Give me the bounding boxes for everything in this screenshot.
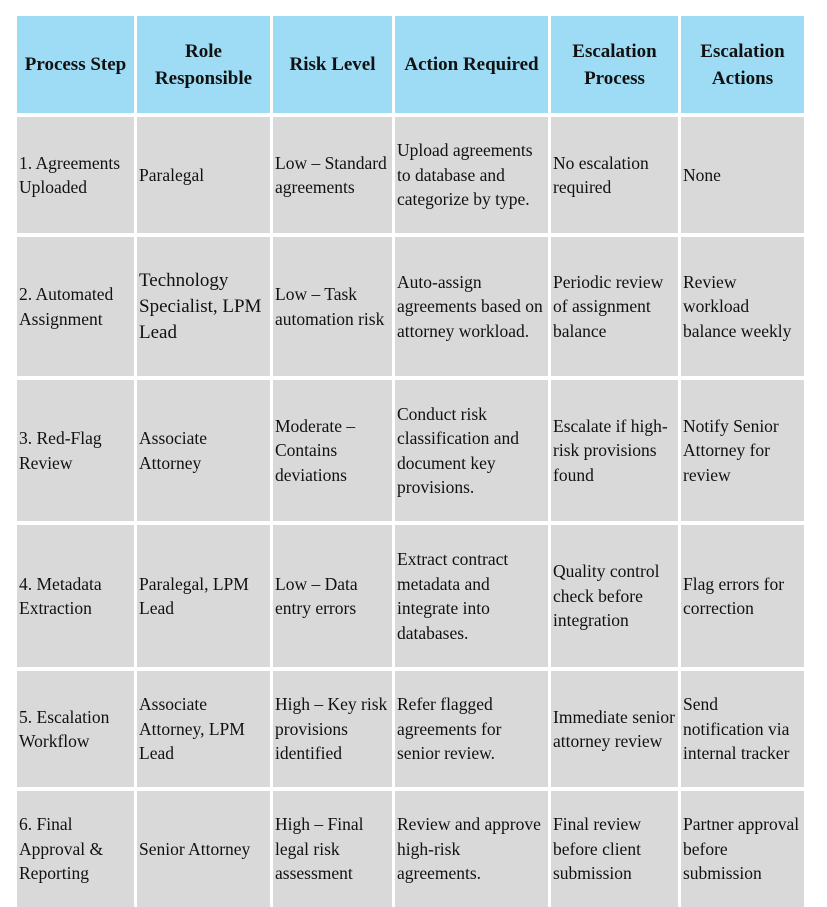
cell-text: Moderate – Contains deviations xyxy=(275,415,356,485)
cell-text: Partner approval before submission xyxy=(683,814,800,884)
cell-text: Flag errors for correction xyxy=(683,573,785,618)
cell-escalation-process xyxy=(551,671,678,787)
cell-text: None xyxy=(683,164,721,185)
header-escalation-actions xyxy=(681,16,804,113)
header-label: Risk Level xyxy=(289,54,376,75)
cell-text: Associate Attorney xyxy=(139,428,208,473)
cell-text: 6. Final Approval & Reporting xyxy=(19,814,104,884)
cell-text: Paralegal xyxy=(139,164,205,185)
cell-risk-level xyxy=(273,791,392,907)
header-label: Escalation Actions xyxy=(700,40,785,89)
cell-text: Quality control check before integration xyxy=(553,561,660,631)
cell-action-required xyxy=(395,671,548,787)
cell-text: High – Final legal risk assessment xyxy=(275,814,364,884)
cell-text: Periodic review of assignment balance xyxy=(553,271,664,341)
cell-text: 4. Metadata Extraction xyxy=(19,573,102,618)
cell-action-required xyxy=(395,791,548,907)
cell-text: 5. Escalation Workflow xyxy=(19,706,110,751)
header-role-responsible xyxy=(137,16,270,113)
cell-escalation-process xyxy=(551,117,678,233)
cell-text: Extract contract metadata and integrate into databases. xyxy=(397,549,509,643)
cell-text: Send notification via internal tracker xyxy=(683,694,790,764)
cell-text: High – Key risk provisions identified xyxy=(275,694,388,764)
cell-action-required xyxy=(395,117,548,233)
cell-risk-level xyxy=(273,380,392,521)
cell-escalation-process xyxy=(551,525,678,667)
cell-text: Technology Specialist, LPM Lead xyxy=(139,269,262,343)
cell-escalation-actions xyxy=(681,237,804,376)
cell-role-responsible xyxy=(137,117,270,233)
cell-action-required xyxy=(395,380,548,521)
cell-escalation-actions xyxy=(681,525,804,667)
cell-text: Final review before client submission xyxy=(553,814,641,884)
cell-text: Paralegal, LPM Lead xyxy=(139,573,249,618)
header-process-step xyxy=(17,16,134,113)
cell-escalation-process xyxy=(551,380,678,521)
cell-escalation-actions xyxy=(681,791,804,907)
cell-risk-level xyxy=(273,671,392,787)
cell-text: Notify Senior Attorney for review xyxy=(683,415,779,485)
cell-role-responsible xyxy=(137,671,270,787)
cell-action-required xyxy=(395,237,548,376)
cell-process-step xyxy=(17,237,134,376)
cell-role-responsible xyxy=(137,380,270,521)
cell-text: Escalate if high-risk provisions found xyxy=(553,415,668,485)
header-label: Process Step xyxy=(24,54,127,75)
cell-role-responsible xyxy=(137,525,270,667)
cell-risk-level xyxy=(273,525,392,667)
cell-action-required xyxy=(395,525,548,667)
cell-process-step xyxy=(17,791,134,907)
cell-process-step xyxy=(17,117,134,233)
cell-escalation-process xyxy=(551,791,678,907)
cell-risk-level xyxy=(273,237,392,376)
cell-risk-level xyxy=(273,117,392,233)
cell-text: 1. Agreements Uploaded xyxy=(19,152,121,197)
cell-role-responsible xyxy=(137,237,270,376)
cell-text: 3. Red-Flag Review xyxy=(19,428,102,473)
cell-text: No escalation required xyxy=(553,152,649,197)
cell-text: Senior Attorney xyxy=(139,838,251,859)
cell-text: Refer flagged agreements for senior review. xyxy=(397,694,502,764)
cell-text: Conduct risk classification and document key provisions. xyxy=(397,403,519,497)
header-label: Escalation Process xyxy=(572,40,657,89)
cell-escalation-process xyxy=(551,237,678,376)
process-table xyxy=(17,16,800,899)
cell-text: Review and approve high-risk agreements. xyxy=(397,814,541,884)
cell-text: Low – Task automation risk xyxy=(275,284,385,329)
cell-escalation-actions xyxy=(681,380,804,521)
cell-escalation-actions xyxy=(681,117,804,233)
cell-text: Auto-assign agreements based on attorney workload. xyxy=(397,271,543,341)
cell-text: Low – Standard agreements xyxy=(275,152,387,197)
header-label: Action Required xyxy=(404,54,539,75)
cell-text: Upload agreements to database and categorize by type. xyxy=(397,140,533,210)
cell-text: Review workload balance weekly xyxy=(683,271,792,341)
cell-text: Low – Data entry errors xyxy=(275,573,358,618)
header-escalation-process xyxy=(551,16,678,113)
cell-text: Associate Attorney, LPM Lead xyxy=(139,694,245,764)
cell-process-step xyxy=(17,380,134,521)
header-action-required xyxy=(395,16,548,113)
cell-escalation-actions xyxy=(681,671,804,787)
header-risk-level xyxy=(273,16,392,113)
cell-process-step xyxy=(17,525,134,667)
cell-text: 2. Automated Assignment xyxy=(19,284,114,329)
cell-role-responsible xyxy=(137,791,270,907)
cell-text: Immediate senior attorney review xyxy=(553,706,675,751)
header-label: Role Responsible xyxy=(154,40,253,89)
cell-process-step xyxy=(17,671,134,787)
